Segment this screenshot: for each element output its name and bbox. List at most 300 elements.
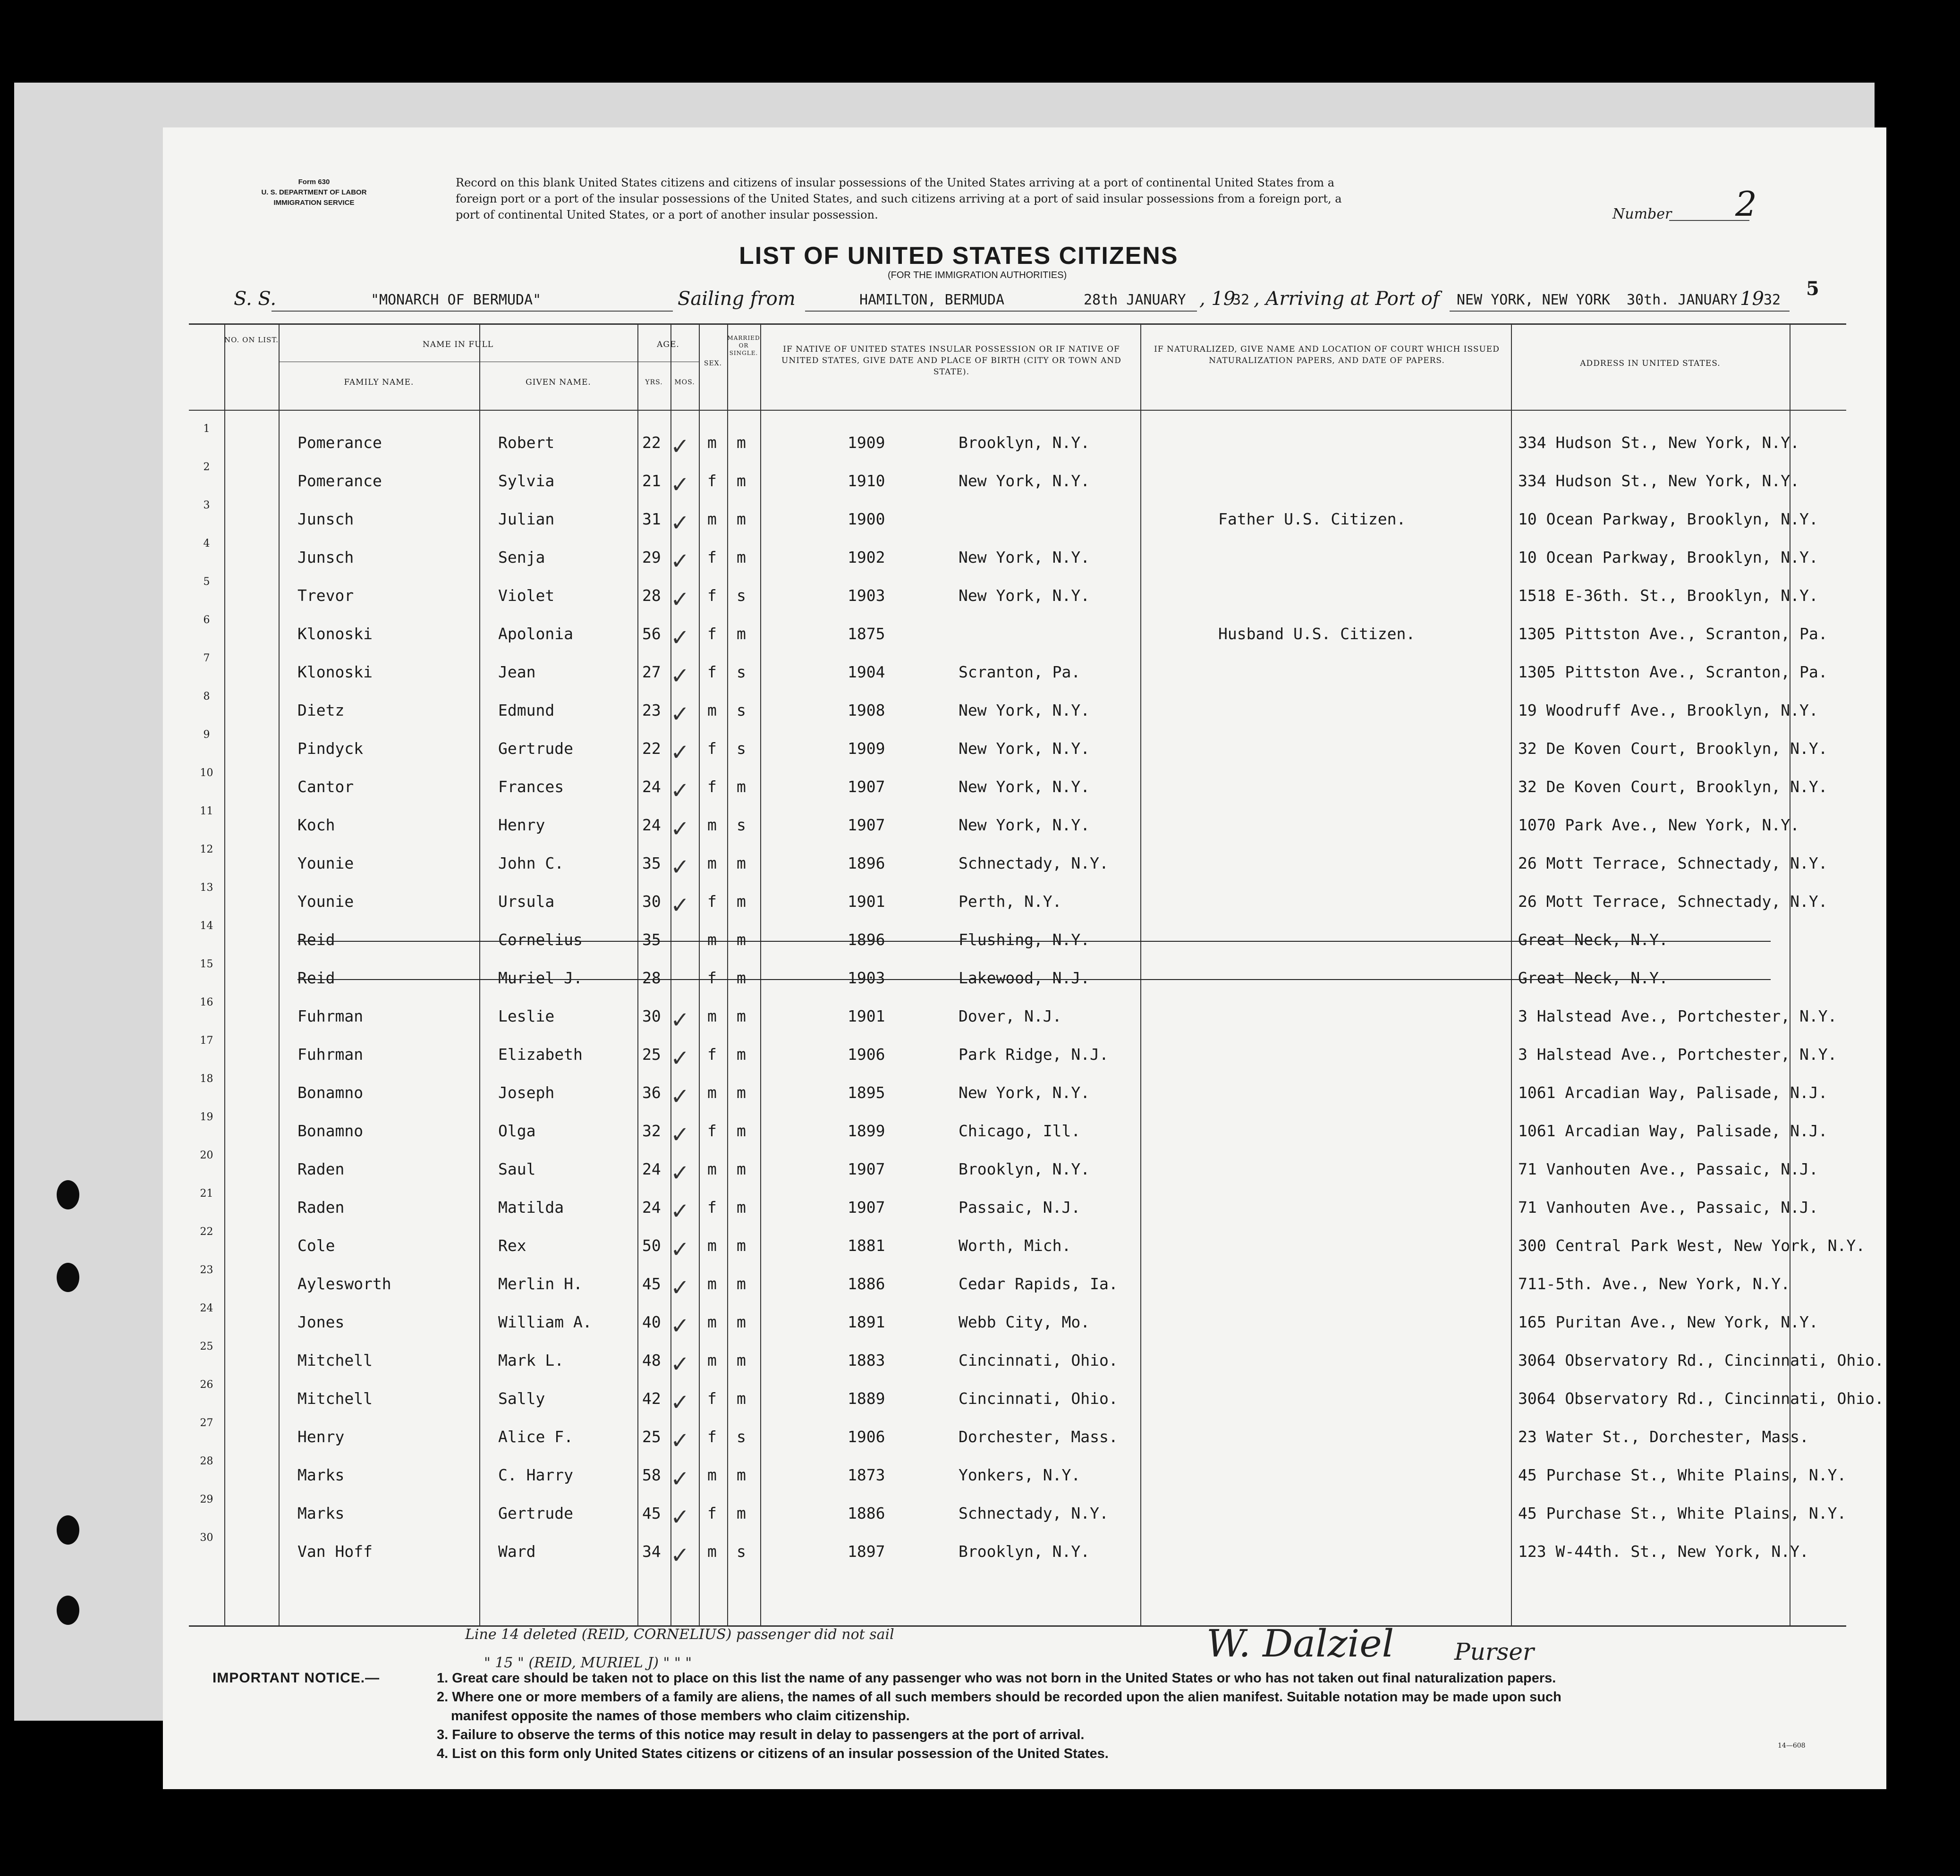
row-number: 5 [203, 576, 210, 588]
given-name: Leslie [498, 1007, 555, 1025]
age-years: 34 [642, 1542, 661, 1561]
given-name: Rex [498, 1236, 526, 1255]
table-row [189, 759, 1846, 804]
row-number: 3 [203, 499, 210, 511]
sex: f [707, 739, 717, 758]
marital-status: m [737, 1007, 746, 1025]
age-years: 22 [642, 433, 661, 452]
address: 711-5th. Ave., New York, N.Y. [1518, 1275, 1790, 1293]
address: 45 Purchase St., White Plains, N.Y. [1518, 1466, 1847, 1484]
birth-place: Scranton, Pa. [959, 663, 1081, 681]
age-years: 27 [642, 663, 661, 681]
marital-status: m [737, 472, 746, 490]
sex: f [707, 777, 717, 796]
check-mark-icon: ✓ [670, 892, 690, 919]
sex: f [707, 969, 717, 987]
birth-place: Webb City, Mo. [959, 1313, 1090, 1331]
given-name: Apolonia [498, 625, 573, 643]
family-name: Koch [297, 816, 335, 834]
birth-place: Yonkers, N.Y. [959, 1466, 1081, 1484]
marital-status: m [737, 1504, 746, 1522]
sailing-label: Sailing from [678, 288, 796, 310]
col-name-in-full: NAME IN FULL [422, 340, 494, 349]
address: 300 Central Park West, New York, N.Y. [1518, 1236, 1866, 1255]
check-mark-icon: ✓ [670, 1504, 690, 1530]
birth-place: Cincinnati, Ohio. [959, 1351, 1118, 1369]
col-birth: IF NATIVE OF UNITED STATES INSULAR POSSESSION OR IF NATIVE OF UNITED STATES, GIVE DATE AND PLACE OF BIRTH (CITY OR TOWN AND STATE). [781, 345, 1121, 377]
form-instructions [456, 175, 1702, 223]
notice-item: 3. Failure to observe the terms of this notice may result in delay to passengers at the port of arrival. [437, 1727, 1085, 1742]
birth-place: Cedar Rapids, Ia. [959, 1275, 1118, 1293]
birth-year: 1904 [848, 663, 885, 681]
birth-year: 1891 [848, 1313, 885, 1331]
check-mark-icon: ✓ [670, 1236, 690, 1263]
family-name: Reid [297, 969, 335, 987]
naturalization-note: Husband U.S. Citizen. [1218, 625, 1416, 643]
col-yrs: YRS. [645, 379, 663, 386]
row-number: 13 [200, 882, 213, 894]
voyage-line [234, 288, 1801, 316]
number-label: Number [1612, 206, 1672, 222]
form-number: Form 630 [298, 178, 330, 186]
page-title: LIST OF UNITED STATES CITIZENS [739, 242, 1179, 270]
table-row [189, 1294, 1846, 1339]
sex: f [707, 625, 717, 643]
address: Great Neck, N.Y. [1518, 969, 1668, 987]
instruction-line: port of continental United States, or a port of another insular possession. [456, 208, 878, 221]
table-row [189, 1332, 1884, 1377]
birth-place: Perth, N.Y. [959, 892, 1062, 911]
check-mark-icon: ✓ [670, 701, 690, 727]
check-mark-icon: ✓ [670, 548, 690, 575]
age-years: 24 [642, 777, 661, 796]
row-number: 28 [200, 1455, 213, 1467]
arrival-port: NEW YORK, NEW YORK [1457, 292, 1611, 308]
birth-year: 1906 [848, 1045, 885, 1064]
address: 10 Ocean Parkway, Brooklyn, N.Y. [1518, 548, 1818, 566]
age-years: 25 [642, 1428, 661, 1446]
age-years: 42 [642, 1389, 661, 1408]
birth-year: 1896 [848, 854, 885, 872]
sex: f [707, 548, 717, 566]
birth-place: New York, N.Y. [959, 1083, 1090, 1102]
sex: m [707, 854, 717, 872]
age-years: 35 [642, 854, 661, 872]
family-name: Marks [297, 1466, 345, 1484]
check-mark-icon: ✓ [670, 586, 690, 613]
arrival-date: 30th. JANUARY [1627, 292, 1738, 308]
row-number: 22 [200, 1226, 213, 1238]
birth-year: 1903 [848, 586, 885, 605]
address: 334 Hudson St., New York, N.Y. [1518, 472, 1800, 490]
sailing-port: HAMILTON, BERMUDA [859, 292, 1005, 308]
address: 123 W-44th. St., New York, N.Y. [1518, 1542, 1809, 1561]
table-row [189, 682, 1846, 727]
sex: m [707, 1007, 717, 1025]
sex: f [707, 1504, 717, 1522]
family-name: Bonamno [297, 1083, 364, 1102]
address: 32 De Koven Court, Brooklyn, N.Y. [1518, 739, 1828, 758]
arrival-year-prefix: 19 [1740, 288, 1764, 310]
address: 1305 Pittston Ave., Scranton, Pa. [1518, 625, 1828, 643]
col-naturalized: IF NATURALIZED, GIVE NAME AND LOCATION OF COURT WHICH ISSUED NATURALIZATION PAPERS, AND DATE OF PAPERS. [1154, 345, 1500, 365]
birth-place: New York, N.Y. [959, 816, 1090, 834]
row-number: 2 [203, 461, 210, 473]
family-name: Junsch [297, 510, 354, 528]
marital-status: m [737, 1351, 746, 1369]
address: 26 Mott Terrace, Schnectady, N.Y. [1518, 854, 1828, 872]
table-row [189, 797, 1846, 842]
row-number: 9 [203, 729, 210, 741]
age-years: 23 [642, 701, 661, 719]
age-years: 50 [642, 1236, 661, 1255]
age-years: 58 [642, 1466, 661, 1484]
given-name: Frances [498, 777, 564, 796]
birth-year: 1906 [848, 1428, 885, 1446]
marital-status: m [737, 548, 746, 566]
row-number: 7 [203, 652, 210, 664]
page-number: 5 [1806, 278, 1819, 300]
family-name: Bonamno [297, 1122, 364, 1140]
marital-status: s [737, 739, 746, 758]
birth-place: New York, N.Y. [959, 701, 1090, 719]
sex: m [707, 1160, 717, 1178]
given-name: Senja [498, 548, 545, 566]
col-age: AGE. [657, 340, 679, 349]
marital-status: m [737, 1198, 746, 1217]
row-number: 17 [200, 1035, 213, 1047]
col-address: ADDRESS IN UNITED STATES. [1580, 359, 1721, 368]
given-name: Joseph [498, 1083, 555, 1102]
marital-status: m [737, 1389, 746, 1408]
row-number: 23 [200, 1264, 213, 1276]
family-name: Pindyck [297, 739, 364, 758]
birth-year: 1909 [848, 433, 885, 452]
table-row [189, 606, 1846, 651]
given-name: Henry [498, 816, 545, 834]
row-number: 20 [200, 1149, 213, 1161]
sex: m [707, 1313, 717, 1331]
row-number: 10 [200, 767, 213, 779]
given-name: Alice F. [498, 1428, 573, 1446]
table-row [189, 453, 1846, 498]
age-years: 36 [642, 1083, 661, 1102]
address: 32 De Koven Court, Brooklyn, N.Y. [1518, 777, 1828, 796]
marital-status: m [737, 854, 746, 872]
given-name: Robert [498, 433, 555, 452]
given-name: Gertrude [498, 1504, 573, 1522]
family-name: Cantor [297, 777, 354, 796]
check-mark-icon: ✓ [670, 433, 690, 460]
family-name: Pomerance [297, 472, 382, 490]
row-number: 29 [200, 1494, 213, 1505]
birth-year: 1907 [848, 816, 885, 834]
row-number: 8 [203, 691, 210, 702]
age-years: 28 [642, 586, 661, 605]
notice-item: 2. Where one or more members of a family are aliens, the names of all such members should be recorded upon the alien manifest. Suitable notation may be made upon such [437, 1690, 1561, 1705]
birth-year: 1910 [848, 472, 885, 490]
family-name: Dietz [297, 701, 345, 719]
address: 3064 Observatory Rd., Cincinnati, Ohio. [1518, 1389, 1884, 1408]
marital-status: m [737, 1236, 746, 1255]
arrival-underline [1450, 311, 1790, 312]
row-number: 16 [200, 997, 213, 1008]
check-mark-icon: ✓ [670, 777, 690, 804]
table-row [189, 1256, 1846, 1301]
given-name: Edmund [498, 701, 555, 719]
birth-year: 1903 [848, 969, 885, 987]
manifest-sheet [163, 127, 1886, 1789]
marital-status: m [737, 930, 746, 949]
given-name: Violet [498, 586, 555, 605]
footer-code: 14—608 [1778, 1742, 1806, 1749]
age-years: 30 [642, 1007, 661, 1025]
birth-place: New York, N.Y. [959, 586, 1090, 605]
check-mark-icon: ✓ [670, 510, 690, 536]
number-value: 2 [1735, 184, 1757, 224]
binder-hole [57, 1180, 79, 1209]
age-years: 24 [642, 1198, 661, 1217]
row-number: 1 [203, 423, 210, 435]
age-years: 48 [642, 1351, 661, 1369]
birth-year: 1909 [848, 739, 885, 758]
row-number: 12 [200, 844, 213, 855]
col-mos: MOS. [674, 379, 695, 386]
marital-status: m [737, 1083, 746, 1102]
marital-status: s [737, 663, 746, 681]
ship-underline [272, 311, 673, 312]
birth-place: Schnectady, N.Y. [959, 1504, 1109, 1522]
birth-year: 1873 [848, 1466, 885, 1484]
birth-place: Brooklyn, N.Y. [959, 1542, 1090, 1561]
family-name: Klonoski [297, 625, 373, 643]
sex: m [707, 1236, 717, 1255]
age-years: 25 [642, 1045, 661, 1064]
address: 1070 Park Ave., New York, N.Y. [1518, 816, 1800, 834]
birth-place: Schnectady, N.Y. [959, 854, 1109, 872]
sex: f [707, 472, 717, 490]
table-row [189, 988, 1846, 1033]
sex: f [707, 1198, 717, 1217]
sex: m [707, 1542, 717, 1561]
col-sex: SEX. [704, 360, 722, 367]
table-row [189, 1065, 1846, 1110]
table-row [189, 1485, 1847, 1530]
birth-place: Lakewood, N.J. [959, 969, 1090, 987]
family-name: Van Hoff [297, 1542, 373, 1561]
birth-year: 1895 [848, 1083, 885, 1102]
given-name: Ward [498, 1542, 536, 1561]
birth-year: 1907 [848, 1198, 885, 1217]
check-mark-icon: ✓ [670, 1313, 690, 1339]
birth-place: New York, N.Y. [959, 472, 1090, 490]
address: 1061 Arcadian Way, Palisade, N.J. [1518, 1122, 1828, 1140]
department-name: U. S. DEPARTMENT OF LABOR [261, 188, 367, 196]
marital-status: m [737, 892, 746, 911]
address: 3064 Observatory Rd., Cincinnati, Ohio. [1518, 1351, 1884, 1369]
row-number: 14 [200, 920, 213, 932]
birth-year: 1901 [848, 892, 885, 911]
age-years: 24 [642, 816, 661, 834]
address: 334 Hudson St., New York, N.Y. [1518, 433, 1800, 452]
family-name: Trevor [297, 586, 354, 605]
sex: m [707, 1466, 717, 1484]
given-name: Cornelius [498, 930, 583, 949]
age-years: 29 [642, 548, 661, 566]
address: 1061 Arcadian Way, Palisade, N.J. [1518, 1083, 1828, 1102]
family-name: Marks [297, 1504, 345, 1522]
age-years: 24 [642, 1160, 661, 1178]
row-number: 18 [200, 1073, 213, 1085]
header-rule [189, 410, 1846, 411]
birth-year: 1875 [848, 625, 885, 643]
birth-place: Cincinnati, Ohio. [959, 1389, 1118, 1408]
instruction-line: foreign port or a port of the insular possessions of the United States, and such citizens arriving at a port of said insular possessions from a foreign port, a [456, 192, 1342, 205]
age-years: 21 [642, 472, 661, 490]
instruction-line: Record on this blank United States citizens and citizens of insular possessions of the United States arriving at a port of continental United States from a [456, 176, 1335, 189]
family-name: Henry [297, 1428, 345, 1446]
address: 1305 Pittston Ave., Scranton, Pa. [1518, 663, 1828, 681]
age-years: 56 [642, 625, 661, 643]
sailing-year: 32 [1232, 292, 1250, 308]
address: 71 Vanhouten Ave., Passaic, N.J. [1518, 1198, 1818, 1217]
address: 10 Ocean Parkway, Brooklyn, N.Y. [1518, 510, 1818, 528]
table-row [189, 835, 1846, 880]
row-number: 19 [200, 1111, 213, 1123]
check-mark-icon: ✓ [670, 1083, 690, 1110]
birth-place: Brooklyn, N.Y. [959, 433, 1090, 452]
given-name: Jean [498, 663, 536, 681]
sailing-underline [805, 311, 1197, 312]
table-row [189, 529, 1846, 575]
binder-hole [57, 1515, 79, 1545]
birth-year: 1907 [848, 1160, 885, 1178]
deletion-note: Line 14 deleted (REID, CORNELIUS) passenger did not sail [465, 1626, 894, 1643]
table-row [189, 414, 1846, 460]
birth-place: New York, N.Y. [959, 777, 1090, 796]
family-name: Mitchell [297, 1389, 373, 1408]
table-row [189, 1179, 1846, 1225]
check-mark-icon: ✓ [670, 1351, 690, 1377]
sex: f [707, 1122, 717, 1140]
marital-status: s [737, 816, 746, 834]
sex: f [707, 586, 717, 605]
table-row [189, 644, 1846, 689]
birth-year: 1901 [848, 1007, 885, 1025]
binder-hole [57, 1263, 79, 1292]
check-mark-icon: ✓ [670, 1045, 690, 1072]
check-mark-icon: ✓ [670, 1428, 690, 1454]
check-mark-icon: ✓ [670, 1389, 690, 1416]
check-mark-icon: ✓ [670, 1542, 690, 1569]
table-row [189, 1026, 1846, 1072]
marital-status: s [737, 701, 746, 719]
arrival-year: 32 [1764, 292, 1781, 308]
passenger-table [189, 323, 1884, 1627]
age-years: 30 [642, 892, 661, 911]
table-row [189, 912, 1846, 950]
address: 26 Mott Terrace, Schnectady, N.Y. [1518, 892, 1828, 911]
given-name: Elizabeth [498, 1045, 583, 1064]
signature-title: Purser [1454, 1638, 1534, 1665]
family-name: Jones [297, 1313, 345, 1331]
strike-through-line [297, 941, 1771, 942]
marital-status: m [737, 433, 746, 452]
given-name: Matilda [498, 1198, 564, 1217]
arriving-label: , Arriving at Port of [1254, 288, 1440, 310]
ss-label: S. S. [234, 288, 277, 310]
table-row [189, 1103, 1846, 1148]
sex: m [707, 930, 717, 949]
marital-status: m [737, 1045, 746, 1064]
birth-place: Dorchester, Mass. [959, 1428, 1118, 1446]
row-number: 30 [200, 1532, 213, 1544]
row-number: 24 [200, 1302, 213, 1314]
family-name: Junsch [297, 548, 354, 566]
table-row [189, 720, 1846, 766]
address: Great Neck, N.Y. [1518, 930, 1668, 949]
family-name: Aylesworth [297, 1275, 391, 1293]
page-subtitle: (FOR THE IMMIGRATION AUTHORITIES) [888, 270, 1067, 280]
row-number: 15 [200, 958, 213, 970]
binder-hole [57, 1596, 79, 1625]
marital-status: m [737, 1122, 746, 1140]
marital-status: m [737, 625, 746, 643]
sex: m [707, 701, 717, 719]
check-mark-icon: ✓ [670, 739, 690, 766]
family-name: Younie [297, 854, 354, 872]
birth-year: 1902 [848, 548, 885, 566]
col-no: NO. ON LIST. [224, 336, 279, 344]
marital-status: s [737, 1428, 746, 1446]
birth-place: Dover, N.J. [959, 1007, 1062, 1025]
check-mark-icon: ✓ [670, 663, 690, 689]
marital-status: s [737, 1542, 746, 1561]
sailing-date: 28th JANUARY [1084, 292, 1186, 308]
check-mark-icon: ✓ [670, 1160, 690, 1186]
sex: f [707, 1428, 717, 1446]
given-name: Gertrude [498, 739, 573, 758]
age-years: 32 [642, 1122, 661, 1140]
row-number: 21 [200, 1188, 213, 1200]
table-row [189, 1523, 1846, 1569]
address: 23 Water St., Dorchester, Mass. [1518, 1428, 1809, 1446]
family-name: Mitchell [297, 1351, 373, 1369]
table-row [189, 873, 1846, 919]
table-row [189, 1447, 1847, 1492]
birth-place: Flushing, N.Y. [959, 930, 1090, 949]
marital-status: s [737, 586, 746, 605]
sex: m [707, 816, 717, 834]
address: 1518 E-36th. St., Brooklyn, N.Y. [1518, 586, 1818, 605]
check-mark-icon: ✓ [670, 1007, 690, 1033]
check-mark-icon: ✓ [670, 1275, 690, 1301]
family-name: Reid [297, 930, 335, 949]
deletion-note: " 15 " (REID, MURIEL J) " " " [484, 1655, 692, 1671]
sex: m [707, 1351, 717, 1369]
birth-place: Brooklyn, N.Y. [959, 1160, 1090, 1178]
year-prefix: , 19 [1199, 288, 1236, 310]
given-name: Saul [498, 1160, 536, 1178]
marital-status: m [737, 1275, 746, 1293]
given-name: Mark L. [498, 1351, 564, 1369]
address: 3 Halstead Ave., Portchester, N.Y. [1518, 1007, 1837, 1025]
marital-status: m [737, 777, 746, 796]
birth-year: 1897 [848, 1542, 885, 1561]
service-name: IMMIGRATION SERVICE [273, 199, 355, 207]
table-row [189, 1217, 1866, 1263]
sex: m [707, 433, 717, 452]
